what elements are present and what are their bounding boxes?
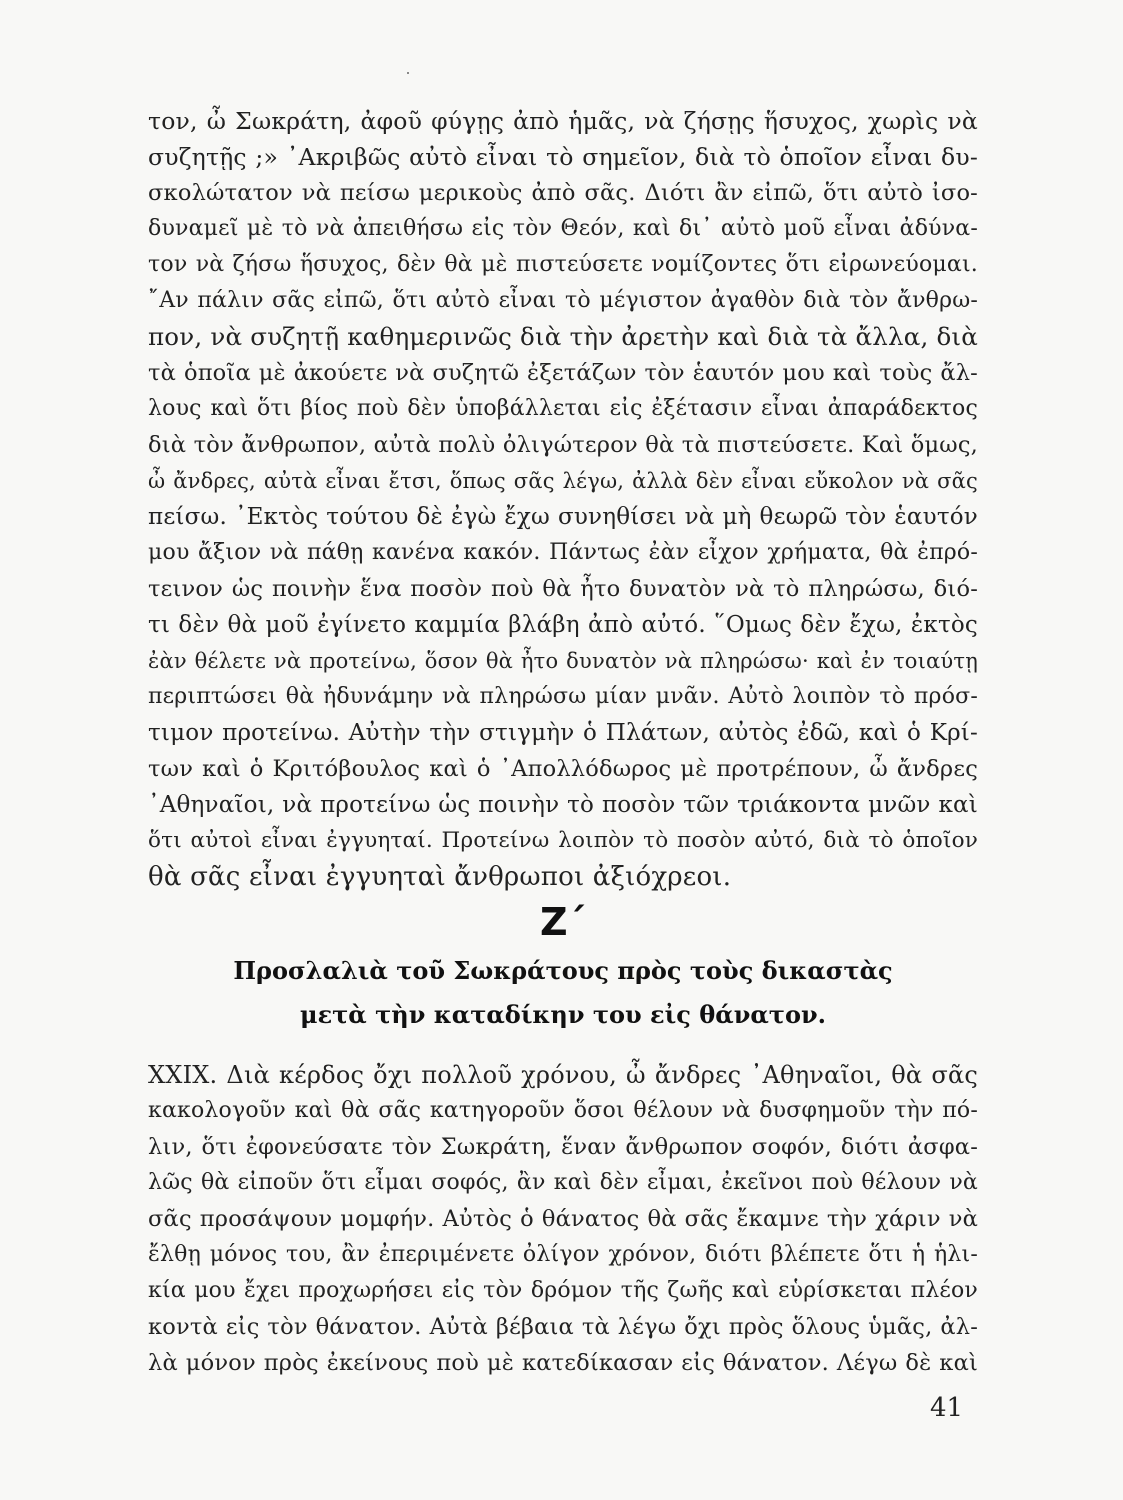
chapter-title-line-1: Προσλαλιὰ τοῦ Σωκράτους πρὸς τοὺς δικαστὰς — [233, 956, 893, 985]
text-line: ὦ ἄνδρες, αὐτὰ εἶναι ἔτσι, ὅπως σᾶς λέγω, ἀλλὰ δὲν εἶναι εὔκολον νὰ σᾶς — [148, 469, 978, 493]
text-line: XXIX. Διὰ κέρδος ὄχι πολλοῦ χρόνου, ὦ ἄνδρες ᾽Αθηναῖοι, θὰ σᾶς — [148, 1061, 978, 1089]
text-line: τιμον προτείνω. Αὐτὴν τὴν στιγμὴν ὁ Πλάτων, αὐτὸς ἐδῶ, καὶ ὁ Κρί- — [148, 720, 978, 746]
text-line: σκολώτατον νὰ πείσω μερικοὺς ἀπὸ σᾶς. Διότι ἂν εἰπῶ, ὅτι αὐτὸ ἰσο- — [148, 180, 978, 206]
text-line: ῎Αν πάλιν σᾶς εἰπῶ, ὅτι αὐτὸ εἶναι τὸ μέγιστον ἀγαθὸν διὰ τὸν ἄνθρω- — [148, 288, 978, 313]
text-line: πον, νὰ συζητῇ καθημερινῶς διὰ τὴν ἀρετὴν καὶ διὰ τὰ ἄλλα, διὰ — [148, 322, 978, 351]
chapter-title-line-2: μετὰ τὴν καταδίκην του εἰς θάνατον. — [300, 1000, 826, 1029]
page-number: 41 — [930, 1393, 964, 1423]
text-line: των καὶ ὁ Κριτόβουλος καὶ ὁ ᾽Απολλόδωρος μὲ προτρέπουν, ὦ ἄνδρες — [148, 756, 978, 782]
text-line: λους καὶ ὅτι βίος ποὺ δὲν ὑποβάλλεται εἰς ἐξέτασιν εἶναι ἀπαράδεκτος — [148, 396, 978, 421]
text-line: περιπτώσει θὰ ἠδυνάμην νὰ πληρώσω μίαν μνᾶν. Αὐτὸ λοιπὸν τὸ πρόσ- — [148, 684, 978, 709]
text-line: θὰ σᾶς εἶναι ἐγγυηταὶ ἄνθρωποι ἀξιόχρεοι. — [148, 862, 732, 892]
text-line: μου ἄξιον νὰ πάθῃ κανένα κακόν. Πάντως ἐὰν εἶχον χρήματα, θὰ ἐπρό- — [148, 540, 978, 565]
text-line: ἔλθῃ μόνος του, ἂν ἐπεριμένετε ὀλίγον χρόνον, διότι βλέπετε ὅτι ἡ ἡλι- — [148, 1242, 978, 1267]
text-line: τον, ὦ Σωκράτη, ἀφοῦ φύγῃς ἀπὸ ἡμᾶς, νὰ ζήσῃς ἥσυχος, χωρὶς νὰ — [148, 107, 978, 135]
ink-speck — [407, 72, 409, 74]
text-line: κοντὰ εἰς τὸν θάνατον. Αὐτὰ βέβαια τὰ λέγω ὄχι πρὸς ὅλους ὑμᾶς, ἀλ- — [148, 1314, 978, 1340]
text-line: ἐὰν θέλετε νὰ προτείνω, ὅσον θὰ ἦτο δυνατὸν νὰ πληρώσω· καὶ ἐν τοιαύτῃ — [148, 649, 978, 673]
text-line: κία μου ἔχει προχωρήσει εἰς τὸν δρόμον τῆς ζωῆς καὶ εὑρίσκεται πλέον — [148, 1278, 978, 1303]
text-line: πείσω. ᾽Εκτὸς τούτου δὲ ἐγὼ ἔχω συνηθίσει νὰ μὴ θεωρῶ τὸν ἑαυτόν — [148, 504, 978, 530]
text-line: λῶς θὰ εἰποῦν ὅτι εἶμαι σοφός, ἂν καὶ δὲν εἶμαι, ἐκεῖνοι ποὺ θέλουν νὰ — [148, 1170, 978, 1195]
text-line: δυναμεῖ μὲ τὸ νὰ ἀπειθήσω εἰς τὸν Θεόν, καὶ δι᾽ αὐτὸ μοῦ εἶναι ἀδύνα- — [148, 216, 978, 241]
text-line: λὰ μόνον πρὸς ἐκείνους ποὺ μὲ κατεδίκασαν εἰς θάνατον. Λέγω δὲ καὶ — [148, 1350, 978, 1376]
text-line: ᾽Αθηναῖοι, νὰ προτείνω ὡς ποινὴν τὸ ποσὸν τῶν τριάκοντα μνῶν καὶ — [148, 792, 978, 818]
text-line: συζητῇς ;» ᾽Ακριβῶς αὐτὸ εἶναι τὸ σημεῖον, διὰ τὸ ὁποῖον εἶναι δυ- — [148, 143, 978, 171]
chapter-number: Ζ΄ — [540, 900, 585, 944]
text-line: τον νὰ ζήσω ἥσυχος, δὲν θὰ μὲ πιστεύσετε νομίζοντες ὅτι εἰρωνεύομαι. — [148, 252, 978, 277]
text-line: κακολογοῦν καὶ θὰ σᾶς κατηγοροῦν ὅσοι θέλουν νὰ δυσφημοῦν τὴν πό- — [148, 1098, 978, 1123]
text-line: σᾶς προσάψουν μομφήν. Αὐτὸς ὁ θάνατος θὰ σᾶς ἔκαμνε τὴν χάριν νὰ — [148, 1206, 978, 1232]
text-line: τὰ ὁποῖα μὲ ἀκούετε νὰ συζητῶ ἐξετάζων τὸν ἑαυτόν μου καὶ τοὺς ἄλ- — [148, 360, 978, 386]
text-line: λιν, ὅτι ἐφονεύσατε τὸν Σωκράτη, ἕναν ἄνθρωπον σοφόν, διότι ἀσφα- — [148, 1134, 978, 1160]
text-line: διὰ τὸν ἄνθρωπον, αὐτὰ πολὺ ὀλιγώτερον θὰ τὰ πιστεύσετε. Καὶ ὅμως, — [148, 432, 978, 458]
text-line: τι δὲν θὰ μοῦ ἐγίνετο καμμία βλάβη ἀπὸ αὐτό. ῞Ομως δὲν ἔχω, ἐκτὸς — [148, 612, 978, 638]
text-line: τεινον ὡς ποινὴν ἕνα ποσὸν ποὺ θὰ ἦτο δυνατὸν νὰ τὸ πληρώσω, διό- — [148, 576, 978, 602]
text-line: ὅτι αὐτοὶ εἶναι ἐγγυηταί. Προτείνω λοιπὸν τὸ ποσὸν αὐτό, διὰ τὸ ὁποῖον — [148, 828, 978, 853]
